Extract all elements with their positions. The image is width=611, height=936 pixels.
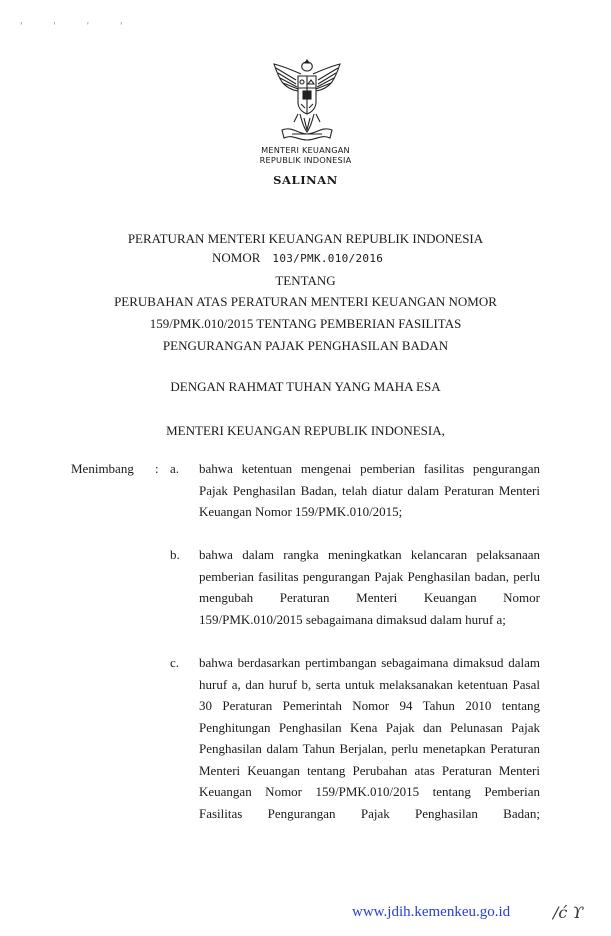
subject-line-1: PERUBAHAN ATAS PERATURAN MENTERI KEUANGAN NOMOR <box>114 294 497 309</box>
subject-line-3: PENGURANGAN PAJAK PENGHASILAN BADAN <box>162 338 449 353</box>
nomor-label: NOMOR <box>212 250 261 265</box>
considering-item-b: bahwa dalam rangka meningkatkan kelancaran pelaksanaan pemberian fasilitas pengurangan Pajak Penghasilan badan, perlu mengubah Peraturan Menteri Keuangan Nomor 159/PMK.010/2015 sebagaimana dimaksud dalam huruf a; <box>199 547 540 627</box>
considering-item-a: bahwa ketentuan mengenai pemberian fasilitas pengurangan Pajak Penghasilan Badan, telah diatur dalam Peraturan Menteri Keuangan Nomor 159/PMK.010/2015; <box>199 461 540 519</box>
item-label-b: b. <box>170 547 180 562</box>
menimbang-colon: : <box>155 461 159 476</box>
tentang-heading: TENTANG <box>275 273 336 288</box>
institution-name: MENTERI KEUANGAN <box>261 145 350 155</box>
considering-item-c: bahwa berdasarkan pertimbangan sebagaimana dimaksud dalam huruf a, dan huruf b, serta untuk melaksanakan ketentuan Pasal 30 Peraturan Pemerintah Nomor 94 Tahun 2010 tentang Penghitungan Penghasilan Kena Pajak dan Pelunasan Pajak Penghasilan dalam Tahun Berjalan, perlu menetapkan Peraturan Menteri Keuangan tentang Perubahan atas Peraturan Menteri Keuangan Nomor 159/PMK.010/2015 tentang Pemberian Fasilitas Pengurangan Pajak Penghasilan Badan; <box>199 655 540 821</box>
item-label-a: a. <box>170 461 180 476</box>
nomor-value: 103/PMK.010/2016 <box>272 252 384 265</box>
handwritten-initials: /ć ϒ <box>553 903 584 922</box>
authority-line: MENTERI KEUANGAN REPUBLIK INDONESIA, <box>166 423 445 438</box>
jdih-website-link[interactable]: www.jdih.kemenkeu.go.id <box>352 904 511 920</box>
regulation-number <box>212 250 383 266</box>
institution-country: REPUBLIK INDONESIA <box>259 155 352 165</box>
regulation-title: PERATURAN MENTERI KEUANGAN REPUBLIK INDONESIA <box>127 231 484 246</box>
scan-specks: ' ' ' ' <box>20 22 137 32</box>
copy-stamp: SALINAN <box>273 173 338 187</box>
item-label-c: c. <box>170 655 180 670</box>
menimbang-label: Menimbang <box>71 461 134 476</box>
garuda-emblem-icon <box>268 58 346 144</box>
blessing-line: DENGAN RAHMAT TUHAN YANG MAHA ESA <box>170 379 441 394</box>
subject-line-2: 159/PMK.010/2015 TENTANG PEMBERIAN FASILITAS <box>149 316 462 331</box>
